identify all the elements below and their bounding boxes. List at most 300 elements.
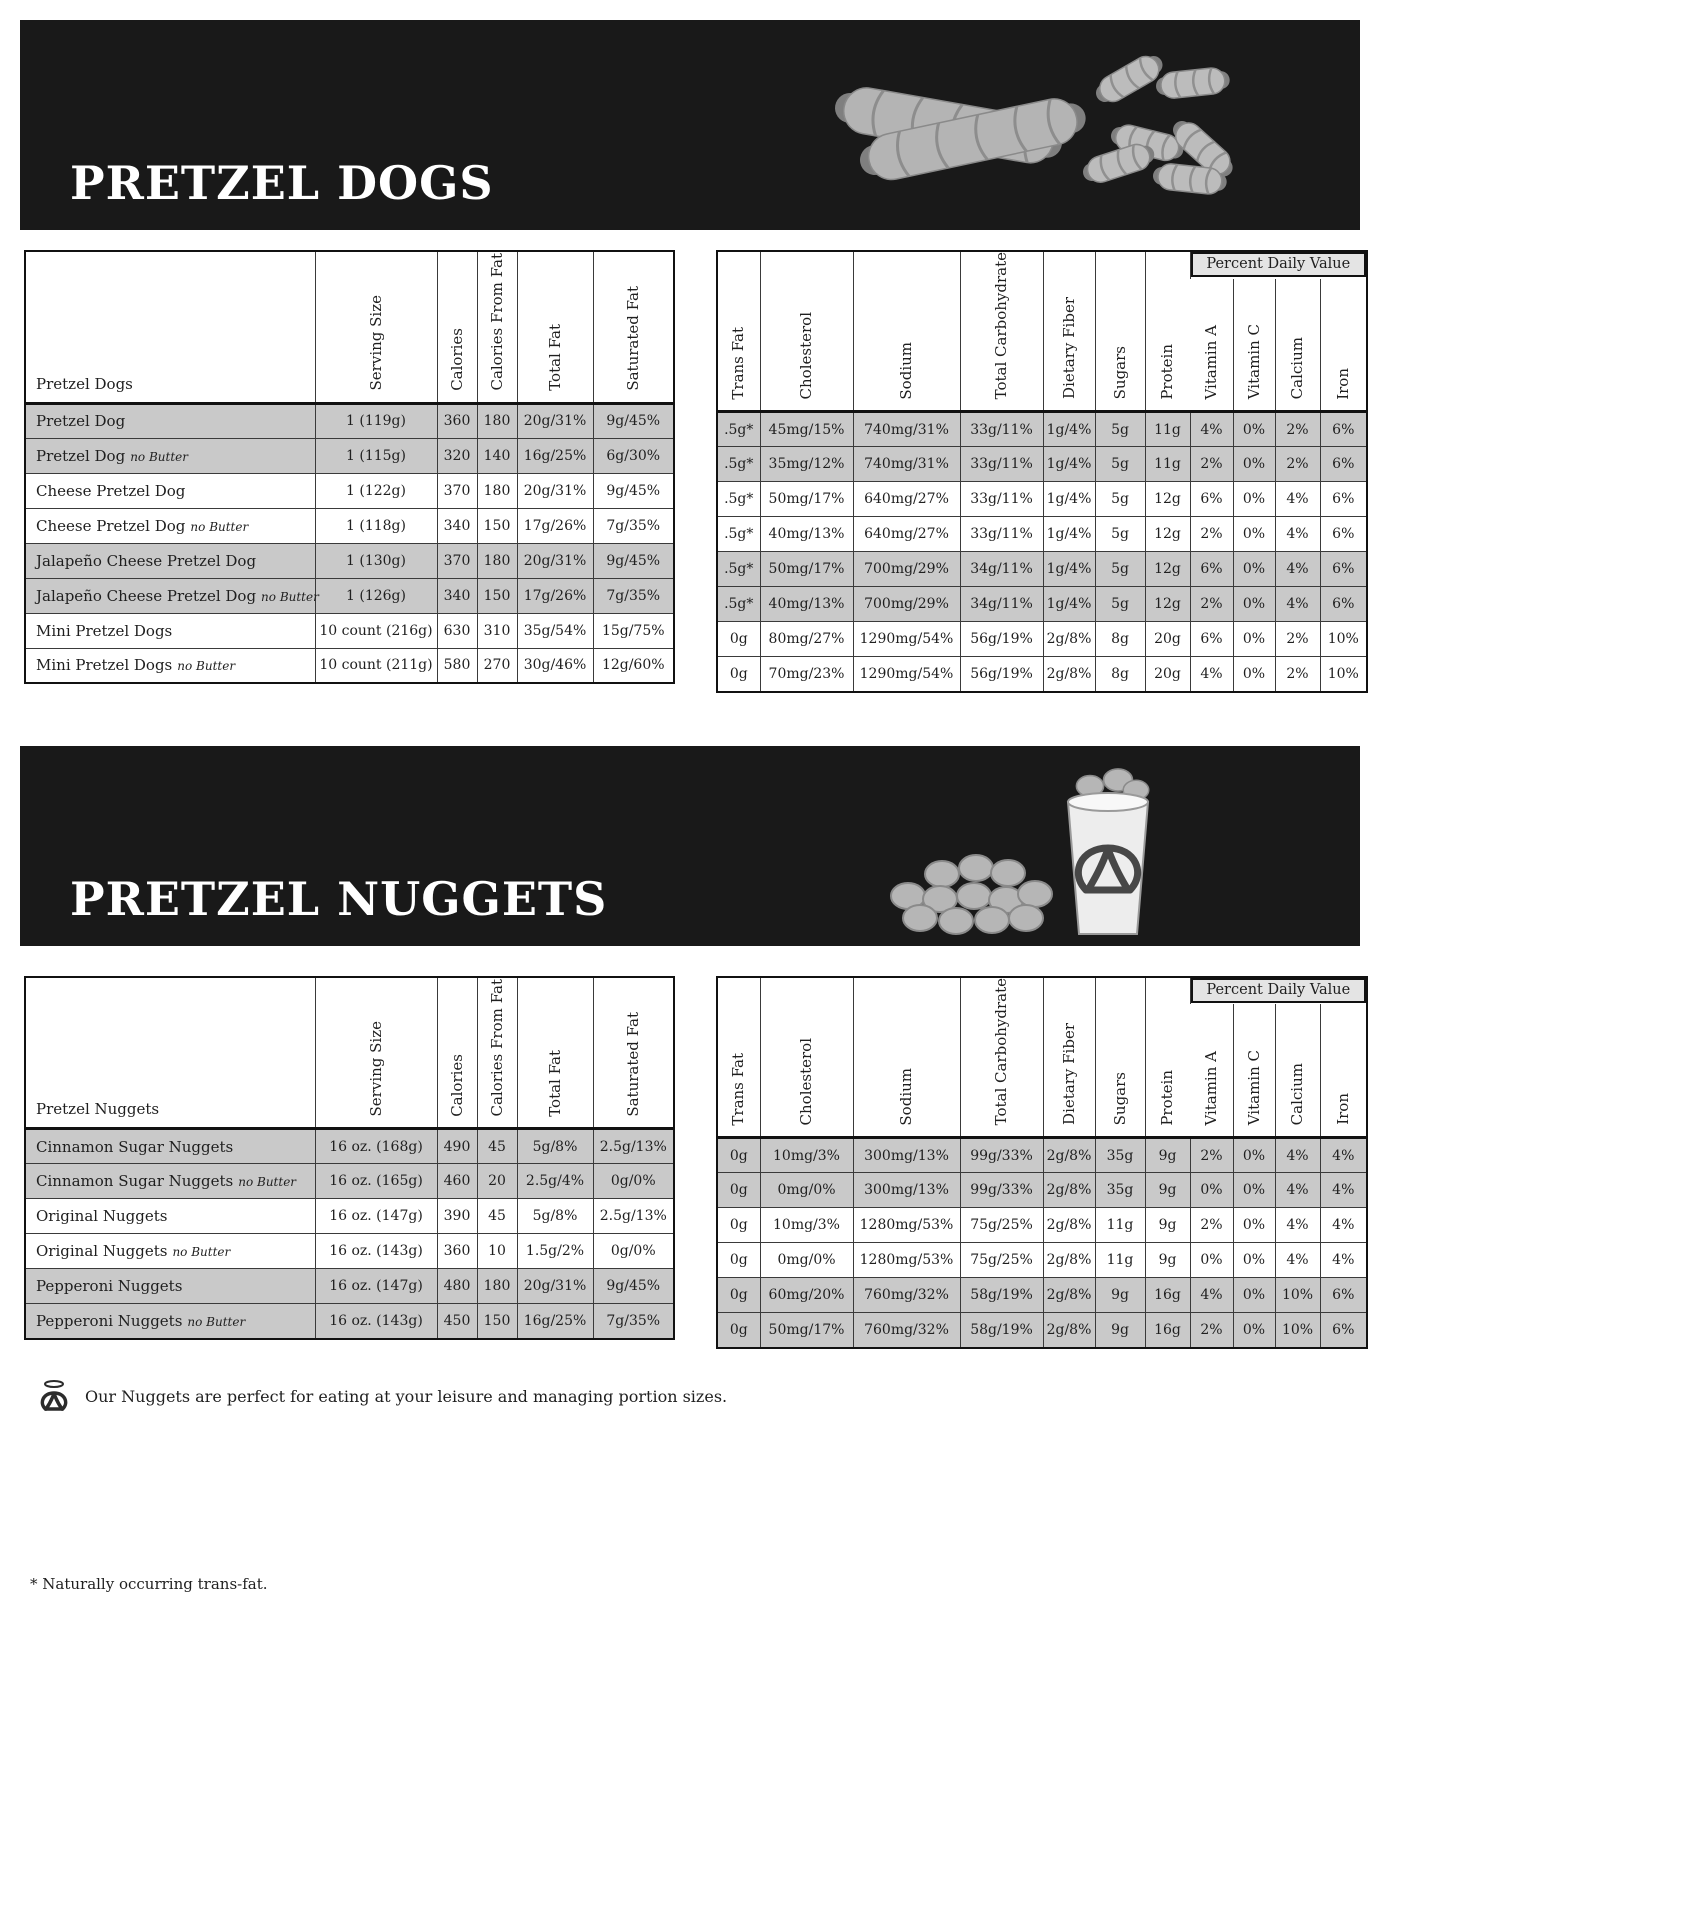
table-row xyxy=(717,587,1367,622)
table-body xyxy=(25,403,674,683)
value-cell: 35g/54% xyxy=(517,613,593,648)
value-cell: 56g/19% xyxy=(960,657,1043,692)
value-cell: 2g/8% xyxy=(1043,657,1095,692)
value-cell: 1290mg/54% xyxy=(853,657,960,692)
item-name: Original Nuggets xyxy=(36,1242,168,1261)
value-cell: 2g/8% xyxy=(1043,622,1095,657)
value-cell: 1 (122g) xyxy=(315,473,437,508)
value-cell: 0% xyxy=(1233,517,1275,552)
value-cell: 2% xyxy=(1275,622,1320,657)
value-cell: 17g/26% xyxy=(517,578,593,613)
value-cell: 35g xyxy=(1095,1138,1145,1173)
value-cell: 4% xyxy=(1275,587,1320,622)
percent-daily-value-label: Percent Daily Value xyxy=(1191,252,1367,277)
column-header-total-carbohydrate: Total Carbohydrate xyxy=(960,977,1043,1138)
column-header-calcium: Calcium xyxy=(1275,1004,1320,1137)
value-cell: 320 xyxy=(437,438,477,473)
value-cell: 480 xyxy=(437,1269,477,1304)
table-body xyxy=(717,1138,1367,1348)
value-cell: 2% xyxy=(1275,447,1320,482)
value-cell: 5g xyxy=(1095,482,1145,517)
item-variant-note: no Butter xyxy=(261,589,319,604)
value-cell: 33g/11% xyxy=(960,517,1043,552)
column-header-sugars: Sugars xyxy=(1095,251,1145,412)
value-cell: 4% xyxy=(1320,1138,1367,1173)
value-cell: 1 (130g) xyxy=(315,543,437,578)
value-cell: 2% xyxy=(1190,447,1233,482)
value-cell: 2g/8% xyxy=(1043,1278,1095,1313)
item-name: Jalapeño Cheese Pretzel Dog xyxy=(36,586,257,605)
value-cell: .5g* xyxy=(717,517,760,552)
value-cell: 10% xyxy=(1320,622,1367,657)
table-row xyxy=(25,1269,674,1304)
value-cell: 33g/11% xyxy=(960,482,1043,517)
item-name: Pretzel Dog xyxy=(36,446,126,465)
value-cell: 16 oz. (168g) xyxy=(315,1129,437,1164)
value-cell: 0% xyxy=(1233,447,1275,482)
value-cell: 0g xyxy=(717,1243,760,1278)
column-header-trans-fat: Trans Fat xyxy=(717,251,760,412)
percent-daily-value-header xyxy=(1190,977,1367,1005)
value-cell: 99g/33% xyxy=(960,1138,1043,1173)
value-cell: 6% xyxy=(1190,622,1233,657)
table-body xyxy=(25,1129,674,1339)
value-cell: 9g/45% xyxy=(593,543,674,578)
section-pretzel-nuggets xyxy=(0,746,1695,1415)
value-cell: 16 oz. (165g) xyxy=(315,1164,437,1199)
value-cell: 16g xyxy=(1145,1278,1190,1313)
column-header-calcium: Calcium xyxy=(1275,279,1320,412)
value-cell: 45mg/15% xyxy=(760,412,853,447)
nuggets-note-text: Our Nuggets are perfect for eating at your leisure and managing portion sizes. xyxy=(85,1387,728,1407)
value-cell: 0% xyxy=(1233,1208,1275,1243)
value-cell: 140 xyxy=(477,438,517,473)
value-cell: 740mg/31% xyxy=(853,412,960,447)
value-cell: 56g/19% xyxy=(960,622,1043,657)
table-row xyxy=(717,517,1367,552)
value-cell: 45 xyxy=(477,1129,517,1164)
value-cell: 10% xyxy=(1275,1313,1320,1348)
item-name-cell xyxy=(25,1199,315,1234)
table-row xyxy=(717,1208,1367,1243)
value-cell: 0% xyxy=(1233,1173,1275,1208)
value-cell: 0% xyxy=(1233,552,1275,587)
table-row xyxy=(25,1164,674,1199)
item-name: Jalapeño Cheese Pretzel Dog xyxy=(36,551,257,570)
value-cell: 150 xyxy=(477,578,517,613)
column-header-dietary-fiber: Dietary Fiber xyxy=(1043,977,1095,1138)
value-cell: 20g/31% xyxy=(517,1269,593,1304)
value-cell: 2g/8% xyxy=(1043,1138,1095,1173)
value-cell: 75g/25% xyxy=(960,1208,1043,1243)
table-row xyxy=(25,648,674,683)
value-cell: 9g/45% xyxy=(593,473,674,508)
column-header-row xyxy=(25,251,674,403)
value-cell: 11g xyxy=(1095,1243,1145,1278)
column-header-vitamin-a: Vitamin A xyxy=(1190,279,1233,412)
value-cell: 16g/25% xyxy=(517,438,593,473)
value-cell: 7g/35% xyxy=(593,1304,674,1339)
value-cell: 270 xyxy=(477,648,517,683)
value-cell: 1 (118g) xyxy=(315,508,437,543)
column-header-sugars: Sugars xyxy=(1095,977,1145,1138)
value-cell: 45 xyxy=(477,1199,517,1234)
pretzel-dogs-daily-value-table xyxy=(716,250,1368,693)
value-cell: 6% xyxy=(1320,482,1367,517)
value-cell: 180 xyxy=(477,403,517,438)
value-cell: 50mg/17% xyxy=(760,482,853,517)
value-cell: 34g/11% xyxy=(960,587,1043,622)
value-cell: 1g/4% xyxy=(1043,587,1095,622)
corner-label-text: Pretzel Dogs xyxy=(36,374,133,393)
item-name-cell xyxy=(25,1164,315,1199)
value-cell: 9g/45% xyxy=(593,1269,674,1304)
value-cell: 9g xyxy=(1145,1138,1190,1173)
value-cell: 9g xyxy=(1095,1278,1145,1313)
value-cell: 1280mg/53% xyxy=(853,1243,960,1278)
table-corner-label xyxy=(25,251,315,403)
table-row xyxy=(717,1243,1367,1278)
value-cell: 450 xyxy=(437,1304,477,1339)
pretzel-dogs-banner xyxy=(20,20,1360,230)
value-cell: 310 xyxy=(477,613,517,648)
column-header-calories: Calories xyxy=(437,251,477,403)
section-title-pretzel-nuggets: PRETZEL NUGGETS xyxy=(70,871,608,926)
value-cell: 460 xyxy=(437,1164,477,1199)
value-cell: 6% xyxy=(1320,517,1367,552)
value-cell: 34g/11% xyxy=(960,552,1043,587)
value-cell: 6% xyxy=(1320,1313,1367,1348)
value-cell: 5g xyxy=(1095,587,1145,622)
table-row xyxy=(717,482,1367,517)
value-cell: 700mg/29% xyxy=(853,587,960,622)
value-cell: 6% xyxy=(1190,482,1233,517)
value-cell: 2.5g/13% xyxy=(593,1129,674,1164)
value-cell: 16 oz. (147g) xyxy=(315,1269,437,1304)
value-cell: 0% xyxy=(1233,1138,1275,1173)
value-cell: 180 xyxy=(477,473,517,508)
item-name-cell xyxy=(25,473,315,508)
value-cell: 0g xyxy=(717,1208,760,1243)
value-cell: .5g* xyxy=(717,587,760,622)
value-cell: 4% xyxy=(1190,412,1233,447)
item-name: Cinnamon Sugar Nuggets xyxy=(36,1137,234,1156)
table-row xyxy=(25,1199,674,1234)
value-cell: 4% xyxy=(1190,657,1233,692)
percent-daily-value-header xyxy=(1190,251,1367,279)
value-cell: 490 xyxy=(437,1129,477,1164)
value-cell: 2% xyxy=(1190,1208,1233,1243)
pretzel-nuggets-daily-value-table xyxy=(716,976,1368,1349)
value-cell: 640mg/27% xyxy=(853,482,960,517)
value-cell: 15g/75% xyxy=(593,613,674,648)
value-cell: 0g xyxy=(717,622,760,657)
value-cell: 0% xyxy=(1233,657,1275,692)
item-name: Pretzel Dog xyxy=(36,412,126,430)
value-cell: 740mg/31% xyxy=(853,447,960,482)
value-cell: 700mg/29% xyxy=(853,552,960,587)
value-cell: 180 xyxy=(477,543,517,578)
value-cell: 4% xyxy=(1275,1243,1320,1278)
value-cell: 0g/0% xyxy=(593,1164,674,1199)
trans-fat-footnote: * Naturally occurring trans-fat. xyxy=(30,1574,268,1593)
section-title-pretzel-dogs: PRETZEL DOGS xyxy=(70,156,494,210)
value-cell: 40mg/13% xyxy=(760,587,853,622)
value-cell: 5g xyxy=(1095,447,1145,482)
item-variant-note: no Butter xyxy=(190,519,249,534)
value-cell: 1 (119g) xyxy=(315,403,437,438)
value-cell: 1 (126g) xyxy=(315,578,437,613)
value-cell: 9g/45% xyxy=(593,403,674,438)
value-cell: 7g/35% xyxy=(593,508,674,543)
value-cell: 2.5g/4% xyxy=(517,1164,593,1199)
value-cell: 20g/31% xyxy=(517,403,593,438)
value-cell: 11g xyxy=(1145,412,1190,447)
value-cell: 4% xyxy=(1320,1243,1367,1278)
item-name: Cheese Pretzel Dog xyxy=(36,481,186,500)
value-cell: 12g xyxy=(1145,517,1190,552)
value-cell: 150 xyxy=(477,508,517,543)
column-header-row xyxy=(25,977,674,1129)
column-header-trans-fat: Trans Fat xyxy=(717,977,760,1138)
value-cell: 340 xyxy=(437,508,477,543)
value-cell: 0g xyxy=(717,1138,760,1173)
value-cell: 16 oz. (143g) xyxy=(315,1234,437,1269)
value-cell: 12g xyxy=(1145,482,1190,517)
value-cell: 10% xyxy=(1320,657,1367,692)
value-cell: 12g xyxy=(1145,587,1190,622)
column-header-calories-from-fat: Calories From Fat xyxy=(477,251,517,403)
value-cell: .5g* xyxy=(717,482,760,517)
pretzel-nuggets-banner xyxy=(20,746,1360,946)
value-cell: 4% xyxy=(1275,482,1320,517)
value-cell: 20g xyxy=(1145,622,1190,657)
column-header-vitamin-c: Vitamin C xyxy=(1233,279,1275,412)
value-cell: 4% xyxy=(1275,1138,1320,1173)
value-cell: 11g xyxy=(1145,447,1190,482)
column-header-row xyxy=(717,251,1367,279)
value-cell: 50mg/17% xyxy=(760,1313,853,1348)
table-row xyxy=(717,1278,1367,1313)
value-cell: 7g/35% xyxy=(593,578,674,613)
value-cell: 630 xyxy=(437,613,477,648)
value-cell: 0g xyxy=(717,1278,760,1313)
value-cell: 6% xyxy=(1320,447,1367,482)
value-cell: 75g/25% xyxy=(960,1243,1043,1278)
value-cell: 0% xyxy=(1190,1173,1233,1208)
value-cell: 1g/4% xyxy=(1043,482,1095,517)
value-cell: 80mg/27% xyxy=(760,622,853,657)
table-row xyxy=(717,1138,1367,1173)
value-cell: 33g/11% xyxy=(960,412,1043,447)
value-cell: 5g/8% xyxy=(517,1199,593,1234)
column-header-protein: Protein xyxy=(1145,977,1190,1138)
item-name-cell xyxy=(25,543,315,578)
value-cell: 300mg/13% xyxy=(853,1173,960,1208)
column-header-serving-size: Serving Size xyxy=(315,251,437,403)
item-name: Mini Pretzel Dogs xyxy=(36,621,173,640)
column-header-cholesterol: Cholesterol xyxy=(760,251,853,412)
value-cell: 6% xyxy=(1320,1278,1367,1313)
value-cell: 58g/19% xyxy=(960,1278,1043,1313)
value-cell: 0% xyxy=(1190,1243,1233,1278)
value-cell: 35g xyxy=(1095,1173,1145,1208)
value-cell: 60mg/20% xyxy=(760,1278,853,1313)
column-header-total-fat: Total Fat xyxy=(517,977,593,1129)
table-row xyxy=(717,552,1367,587)
value-cell: 16g/25% xyxy=(517,1304,593,1339)
pretzel-nuggets-image xyxy=(880,756,1180,941)
value-cell: 10mg/3% xyxy=(760,1138,853,1173)
value-cell: 760mg/32% xyxy=(853,1313,960,1348)
value-cell: 4% xyxy=(1190,1278,1233,1313)
pretzel-nuggets-tables xyxy=(24,976,1695,1349)
value-cell: 5g/8% xyxy=(517,1129,593,1164)
value-cell: .5g* xyxy=(717,447,760,482)
column-header-cholesterol: Cholesterol xyxy=(760,977,853,1138)
column-header-dietary-fiber: Dietary Fiber xyxy=(1043,251,1095,412)
column-header-iron: Iron xyxy=(1320,279,1367,412)
value-cell: 0% xyxy=(1233,1278,1275,1313)
value-cell: 5g xyxy=(1095,412,1145,447)
value-cell: 33g/11% xyxy=(960,447,1043,482)
table-row xyxy=(717,622,1367,657)
value-cell: 1280mg/53% xyxy=(853,1208,960,1243)
value-cell: 340 xyxy=(437,578,477,613)
value-cell: 9g xyxy=(1145,1208,1190,1243)
value-cell: 1g/4% xyxy=(1043,517,1095,552)
table-row xyxy=(25,543,674,578)
value-cell: 4% xyxy=(1275,1173,1320,1208)
value-cell: 0g xyxy=(717,1173,760,1208)
value-cell: 6% xyxy=(1320,552,1367,587)
item-name-cell xyxy=(25,1269,315,1304)
item-variant-note: no Butter xyxy=(238,1175,297,1190)
value-cell: 12g xyxy=(1145,552,1190,587)
pretzel-dogs-tables xyxy=(24,250,1695,693)
value-cell: 1g/4% xyxy=(1043,447,1095,482)
item-name: Pepperoni Nuggets xyxy=(36,1277,183,1296)
table-row xyxy=(25,438,674,473)
value-cell: 360 xyxy=(437,403,477,438)
table-row xyxy=(717,1313,1367,1348)
value-cell: 0g xyxy=(717,657,760,692)
value-cell: 0% xyxy=(1233,1243,1275,1278)
table-row xyxy=(25,508,674,543)
item-name-cell xyxy=(25,1234,315,1269)
value-cell: 370 xyxy=(437,543,477,578)
item-name: Pepperoni Nuggets xyxy=(36,1312,183,1331)
item-name-cell xyxy=(25,508,315,543)
value-cell: 300mg/13% xyxy=(853,1138,960,1173)
value-cell: 0g xyxy=(717,1313,760,1348)
value-cell: 0% xyxy=(1233,587,1275,622)
value-cell: 4% xyxy=(1275,1208,1320,1243)
value-cell: 150 xyxy=(477,1304,517,1339)
value-cell: 20g xyxy=(1145,657,1190,692)
value-cell: 0mg/0% xyxy=(760,1243,853,1278)
value-cell: 2g/8% xyxy=(1043,1173,1095,1208)
column-header-sodium: Sodium xyxy=(853,251,960,412)
value-cell: 16g xyxy=(1145,1313,1190,1348)
column-header-total-fat: Total Fat xyxy=(517,251,593,403)
value-cell: 8g xyxy=(1095,657,1145,692)
value-cell: 6g/30% xyxy=(593,438,674,473)
value-cell: 4% xyxy=(1320,1173,1367,1208)
item-name-cell xyxy=(25,648,315,683)
pretzel-dogs-calories-table xyxy=(24,250,675,684)
value-cell: 4% xyxy=(1275,552,1320,587)
value-cell: 5g xyxy=(1095,552,1145,587)
value-cell: 6% xyxy=(1320,412,1367,447)
value-cell: 4% xyxy=(1275,517,1320,552)
value-cell: 370 xyxy=(437,473,477,508)
value-cell: 2% xyxy=(1275,412,1320,447)
item-variant-note: no Butter xyxy=(177,659,236,674)
value-cell: 0% xyxy=(1233,622,1275,657)
value-cell: 0% xyxy=(1233,1313,1275,1348)
value-cell: 0% xyxy=(1233,482,1275,517)
value-cell: 180 xyxy=(477,1269,517,1304)
nuggets-note xyxy=(36,1379,1695,1415)
value-cell: 2% xyxy=(1275,657,1320,692)
table-row xyxy=(25,1234,674,1269)
value-cell: 4% xyxy=(1320,1208,1367,1243)
value-cell: 640mg/27% xyxy=(853,517,960,552)
value-cell: 17g/26% xyxy=(517,508,593,543)
value-cell: .5g* xyxy=(717,552,760,587)
value-cell: 2g/8% xyxy=(1043,1243,1095,1278)
item-name-cell xyxy=(25,578,319,613)
value-cell: 20g/31% xyxy=(517,473,593,508)
value-cell: 2% xyxy=(1190,587,1233,622)
value-cell: 16 oz. (143g) xyxy=(315,1304,437,1339)
value-cell: 8g xyxy=(1095,622,1145,657)
value-cell: 10 xyxy=(477,1234,517,1269)
item-variant-note: no Butter xyxy=(172,1245,231,1260)
value-cell: 20g/31% xyxy=(517,543,593,578)
value-cell: 58g/19% xyxy=(960,1313,1043,1348)
item-variant-note: no Butter xyxy=(187,1315,246,1330)
item-name: Mini Pretzel Dogs xyxy=(36,656,173,675)
item-name: Cinnamon Sugar Nuggets xyxy=(36,1172,234,1191)
value-cell: .5g* xyxy=(717,412,760,447)
table-row xyxy=(25,613,674,648)
value-cell: 2g/8% xyxy=(1043,1208,1095,1243)
percent-daily-value-label: Percent Daily Value xyxy=(1191,978,1367,1003)
value-cell: 0mg/0% xyxy=(760,1173,853,1208)
corner-label-text: Pretzel Nuggets xyxy=(36,1100,160,1119)
item-name-cell xyxy=(25,438,315,473)
table-row xyxy=(717,412,1367,447)
table-row xyxy=(717,447,1367,482)
pretzel-halo-icon xyxy=(36,1379,72,1415)
table-row xyxy=(25,403,674,438)
column-header-protein: Protein xyxy=(1145,251,1190,412)
column-header-sodium: Sodium xyxy=(853,977,960,1138)
value-cell: 10mg/3% xyxy=(760,1208,853,1243)
column-header-vitamin-a: Vitamin A xyxy=(1190,1004,1233,1137)
value-cell: 9g xyxy=(1145,1243,1190,1278)
column-header-saturated-fat: Saturated Fat xyxy=(593,977,674,1129)
value-cell: 16 oz. (147g) xyxy=(315,1199,437,1234)
item-name: Cheese Pretzel Dog xyxy=(36,516,186,535)
value-cell: 30g/46% xyxy=(517,648,593,683)
value-cell: 2% xyxy=(1190,517,1233,552)
value-cell: 12g/60% xyxy=(593,648,674,683)
value-cell: 10 count (216g) xyxy=(315,613,437,648)
value-cell: 6% xyxy=(1190,552,1233,587)
